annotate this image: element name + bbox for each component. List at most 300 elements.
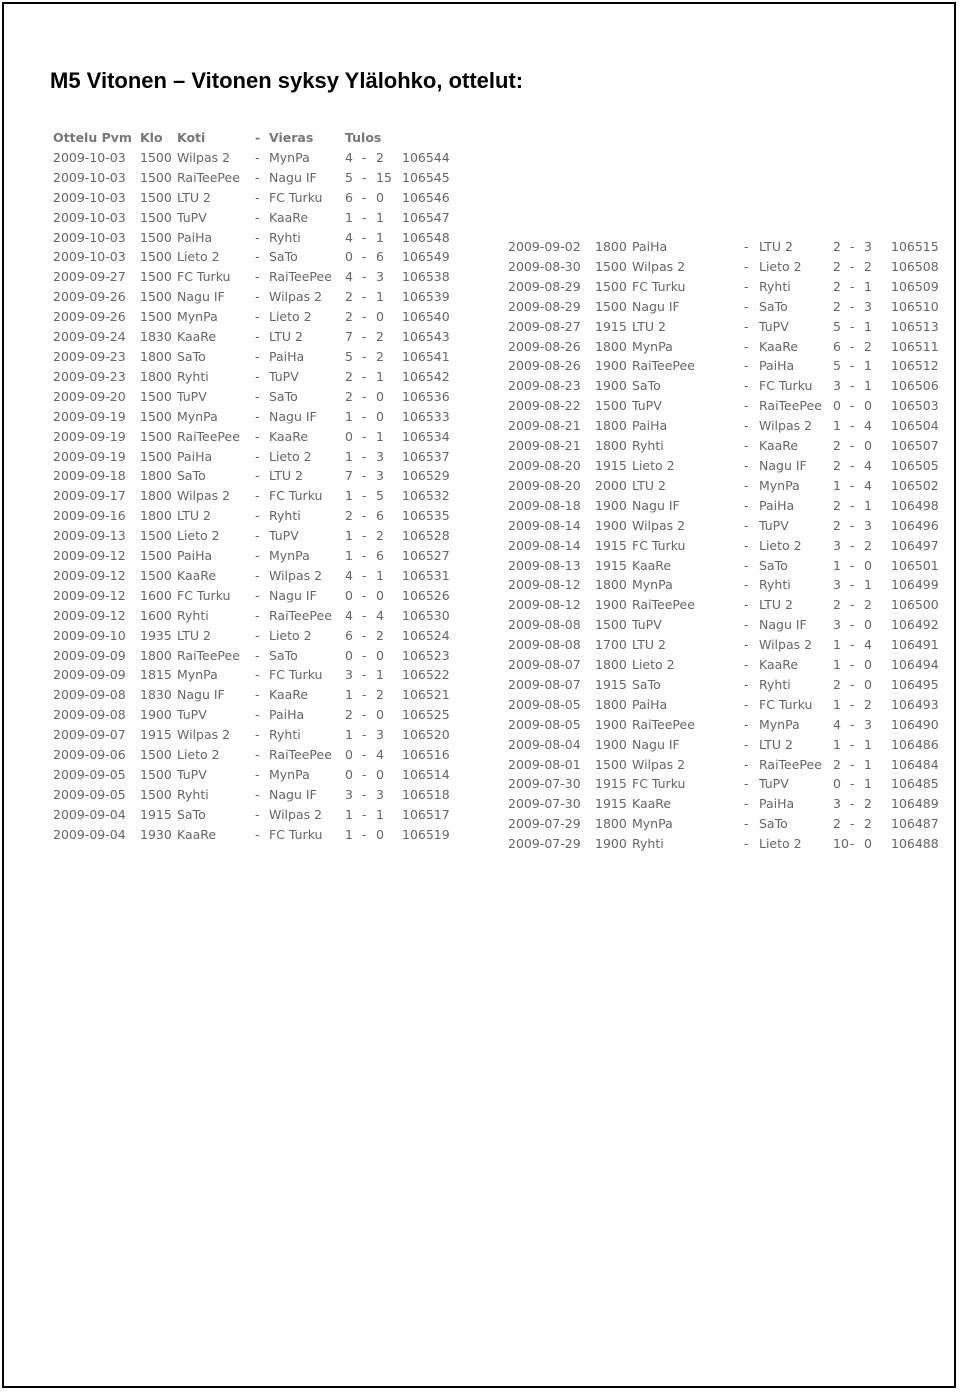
away-score: 2: [376, 149, 384, 165]
away-score: 0: [376, 309, 384, 325]
match-date: 2009-08-29: [508, 298, 581, 314]
away-score: 1: [864, 278, 872, 294]
match-date: 2009-10-03: [53, 149, 126, 165]
table-header-row: [53, 128, 452, 148]
table-row: [508, 496, 941, 516]
match-id: 106516: [402, 747, 450, 763]
home-team: MynPa: [177, 667, 218, 683]
score-separator: -: [362, 468, 367, 484]
team-separator: -: [744, 736, 749, 752]
away-score: 3: [864, 716, 872, 732]
match-date: 2009-09-02: [508, 239, 581, 254]
match-time: 1500: [595, 258, 627, 274]
matches-table-right: [508, 237, 941, 854]
home-team: MynPa: [632, 816, 673, 832]
match-id: 106525: [402, 707, 450, 723]
home-team: KaaRe: [177, 567, 217, 583]
home-score: 1: [833, 696, 841, 712]
home-team: Nagu IF: [632, 736, 680, 752]
away-score: 1: [864, 756, 872, 772]
match-date: 2009-08-20: [508, 477, 581, 493]
home-score: 3: [833, 617, 841, 633]
away-score: 1: [864, 736, 872, 752]
score-separator: -: [362, 528, 367, 544]
table-row: [508, 376, 941, 396]
home-team: Wilpas 2: [632, 517, 686, 533]
home-team: LTU 2: [632, 318, 666, 334]
score-separator: -: [850, 597, 855, 613]
away-team: Wilpas 2: [269, 289, 323, 305]
team-separator: -: [744, 497, 749, 513]
score-separator: -: [362, 249, 367, 265]
match-date: 2009-07-30: [508, 796, 581, 812]
home-team: SaTo: [177, 348, 206, 364]
home-score: 2: [833, 278, 841, 294]
score-separator: -: [850, 696, 855, 712]
match-time: 1900: [595, 358, 627, 374]
home-team: LTU 2: [632, 637, 666, 653]
home-team: KaaRe: [177, 329, 217, 345]
match-id: 106510: [891, 298, 939, 314]
home-score: 2: [345, 368, 353, 384]
match-date: 2009-08-12: [508, 597, 581, 613]
table-row: [53, 407, 452, 427]
away-score: 2: [376, 627, 384, 643]
match-time: 1915: [595, 537, 627, 553]
team-separator: -: [255, 567, 260, 583]
table-row: [53, 347, 452, 367]
team-separator: -: [744, 278, 749, 294]
table-row: [508, 755, 941, 775]
match-date: 2009-09-12: [53, 567, 126, 583]
home-team: SaTo: [632, 676, 661, 692]
match-date: 2009-08-21: [508, 438, 581, 454]
match-id: 106501: [891, 557, 939, 573]
match-id: 106499: [891, 577, 939, 593]
table-row: [53, 168, 452, 188]
match-id: 106485: [891, 776, 939, 792]
table-row: [53, 327, 452, 347]
table-row: [53, 267, 452, 287]
match-time: 1900: [595, 517, 627, 533]
match-id: 106518: [402, 786, 450, 802]
score-separator: -: [362, 667, 367, 683]
away-team: LTU 2: [759, 239, 793, 254]
match-date: 2009-09-04: [53, 826, 126, 842]
away-score: 0: [864, 557, 872, 573]
away-score: 2: [376, 528, 384, 544]
match-date: 2009-09-27: [53, 269, 126, 285]
away-team: TuPV: [759, 517, 789, 533]
away-score: 4: [376, 747, 384, 763]
match-id: 106545: [402, 169, 450, 185]
team-separator: -: [255, 786, 260, 802]
match-time: 1830: [140, 329, 172, 345]
match-id: 106493: [891, 696, 939, 712]
matches-table-left: [53, 128, 452, 845]
score-separator: -: [362, 567, 367, 583]
home-team: PaiHa: [177, 548, 213, 564]
score-separator: -: [362, 368, 367, 384]
table-row: [508, 237, 941, 257]
home-score: 1: [345, 209, 353, 225]
away-team: Nagu IF: [759, 617, 807, 633]
table-row: [508, 317, 941, 337]
score-separator: -: [850, 338, 855, 354]
home-team: Ryhti: [177, 786, 209, 802]
match-time: 1700: [595, 637, 627, 653]
away-team: Nagu IF: [759, 457, 807, 473]
away-team: SaTo: [759, 557, 788, 573]
away-team: RaiTeePee: [759, 398, 822, 414]
match-date: 2009-08-14: [508, 537, 581, 553]
home-score: 5: [345, 169, 353, 185]
match-time: 1915: [595, 776, 627, 792]
team-separator: -: [744, 557, 749, 573]
match-time: 1800: [595, 438, 627, 454]
home-score: 0: [345, 249, 353, 265]
away-team: PaiHa: [269, 348, 305, 364]
match-date: 2009-08-21: [508, 418, 581, 434]
away-team: TuPV: [269, 368, 299, 384]
matches-table-left-body: [53, 148, 452, 845]
away-team: KaaRe: [759, 657, 799, 673]
away-team: MynPa: [269, 548, 310, 564]
match-time: 1900: [595, 597, 627, 613]
home-team: RaiTeePee: [177, 428, 240, 444]
match-id: 106535: [402, 508, 450, 524]
team-separator: -: [255, 289, 260, 305]
match-date: 2009-10-03: [53, 189, 126, 205]
table-row: [53, 705, 452, 725]
home-team: MynPa: [632, 577, 673, 593]
home-score: 5: [345, 348, 353, 364]
match-id: 106490: [891, 716, 939, 732]
home-score: 3: [833, 378, 841, 394]
match-id: 106522: [402, 667, 450, 683]
team-separator: -: [744, 577, 749, 593]
match-date: 2009-09-19: [53, 408, 126, 424]
away-team: FC Turku: [759, 378, 813, 394]
match-date: 2009-09-17: [53, 488, 126, 504]
match-id: 106513: [891, 318, 939, 334]
home-team: Lieto 2: [177, 528, 220, 544]
team-separator: -: [744, 398, 749, 414]
score-separator: -: [362, 209, 367, 225]
match-time: 1915: [140, 806, 172, 822]
match-time: 1800: [140, 368, 172, 384]
table-row: [53, 566, 452, 586]
team-separator: -: [255, 508, 260, 524]
match-date: 2009-09-05: [53, 767, 126, 782]
match-id: 106540: [402, 309, 450, 325]
match-date: 2009-09-19: [53, 448, 126, 464]
away-score: 4: [864, 637, 872, 653]
away-team: Lieto 2: [269, 627, 312, 643]
team-separator: -: [744, 696, 749, 712]
away-team: MynPa: [269, 767, 310, 782]
match-time: 1935: [140, 627, 172, 643]
match-time: 1500: [140, 408, 172, 424]
away-team: Nagu IF: [269, 408, 317, 424]
team-separator: -: [255, 388, 260, 404]
table-row: [53, 506, 452, 526]
team-separator: -: [255, 368, 260, 384]
score-separator: -: [362, 329, 367, 345]
match-time: 1800: [140, 508, 172, 524]
match-id: 106528: [402, 528, 450, 544]
home-score: 3: [833, 577, 841, 593]
away-score: 0: [376, 587, 384, 603]
away-team: LTU 2: [269, 329, 303, 345]
team-separator: -: [255, 209, 260, 225]
table-row: [53, 546, 452, 566]
table-row: [53, 188, 452, 208]
away-score: 4: [864, 418, 872, 434]
away-team: Wilpas 2: [759, 418, 813, 434]
away-team: KaaRe: [269, 428, 309, 444]
home-score: 4: [345, 269, 353, 285]
team-separator: -: [255, 329, 260, 345]
match-id: 106542: [402, 368, 450, 384]
match-time: 1800: [595, 657, 627, 673]
home-team: Wilpas 2: [632, 756, 686, 772]
match-id: 106507: [891, 438, 939, 454]
away-score: 2: [864, 696, 872, 712]
score-separator: -: [362, 806, 367, 822]
match-time: 1800: [140, 488, 172, 504]
match-id: 106533: [402, 408, 450, 424]
match-date: 2009-09-09: [53, 647, 126, 663]
away-score: 0: [864, 676, 872, 692]
score-separator: -: [362, 727, 367, 743]
home-team: PaiHa: [632, 418, 668, 434]
table-row: [508, 277, 941, 297]
away-score: 2: [376, 348, 384, 364]
team-separator: -: [744, 537, 749, 553]
home-score: 2: [833, 258, 841, 274]
match-time: 1915: [595, 318, 627, 334]
home-score: 0: [345, 767, 353, 782]
home-team: Lieto 2: [177, 249, 220, 265]
match-id: 106534: [402, 428, 450, 444]
header-vieras: Vieras: [269, 130, 314, 145]
home-team: KaaRe: [177, 826, 217, 842]
home-team: Wilpas 2: [177, 149, 231, 165]
table-row: [53, 486, 452, 506]
match-id: 106523: [402, 647, 450, 663]
match-date: 2009-09-26: [53, 289, 126, 305]
away-team: MynPa: [269, 149, 310, 165]
match-date: 2009-10-03: [53, 169, 126, 185]
home-team: TuPV: [177, 767, 207, 782]
score-separator: -: [362, 309, 367, 325]
match-id: 106500: [891, 597, 939, 613]
team-separator: -: [744, 239, 749, 254]
score-separator: -: [362, 229, 367, 245]
home-team: Ryhti: [177, 607, 209, 623]
header-ottelu: Ottelu: [53, 130, 98, 145]
match-time: 1600: [140, 607, 172, 623]
away-score: 15: [376, 169, 392, 185]
match-id: 106495: [891, 676, 939, 692]
match-time: 1915: [595, 676, 627, 692]
away-score: 0: [376, 189, 384, 205]
match-date: 2009-09-09: [53, 667, 126, 683]
match-time: 1900: [595, 497, 627, 513]
match-id: 106488: [891, 836, 939, 852]
table-row: [53, 626, 452, 646]
table-row: [508, 516, 941, 536]
away-team: Lieto 2: [759, 258, 802, 274]
team-separator: -: [255, 747, 260, 763]
away-team: KaaRe: [269, 687, 309, 703]
team-separator: -: [255, 667, 260, 683]
home-team: Ryhti: [632, 836, 664, 852]
matches-table-right-body: [508, 237, 941, 854]
away-team: PaiHa: [269, 707, 305, 723]
away-score: 1: [376, 428, 384, 444]
match-date: 2009-08-01: [508, 756, 581, 772]
score-separator: -: [362, 747, 367, 763]
home-team: Nagu IF: [632, 497, 680, 513]
header-ottelu-pvm: [53, 128, 140, 148]
match-time: 1900: [140, 707, 172, 723]
table-row: [53, 825, 452, 845]
home-team: Nagu IF: [177, 289, 225, 305]
team-separator: -: [744, 318, 749, 334]
home-team: SaTo: [632, 378, 661, 394]
away-score: 0: [376, 388, 384, 404]
score-separator: -: [362, 348, 367, 364]
table-row: [508, 615, 941, 635]
away-team: RaiTeePee: [269, 747, 332, 763]
match-id: 106494: [891, 657, 939, 673]
match-time: 1500: [595, 278, 627, 294]
header-id: [402, 128, 452, 148]
team-separator: -: [744, 796, 749, 812]
home-score: 5: [833, 318, 841, 334]
match-id: 106486: [891, 736, 939, 752]
match-date: 2009-08-08: [508, 617, 581, 633]
away-team: Ryhti: [759, 577, 791, 593]
match-id: 106530: [402, 607, 450, 623]
away-team: Lieto 2: [269, 448, 312, 464]
match-id: 106529: [402, 468, 450, 484]
home-score: 4: [345, 149, 353, 165]
away-team: SaTo: [759, 298, 788, 314]
home-team: FC Turku: [632, 537, 686, 553]
team-separator: -: [255, 826, 260, 842]
score-separator: -: [850, 477, 855, 493]
match-time: 1800: [140, 348, 172, 364]
team-separator: -: [255, 269, 260, 285]
home-team: FC Turku: [177, 587, 231, 603]
table-row: [508, 356, 941, 376]
away-score: 3: [864, 517, 872, 533]
away-team: SaTo: [269, 388, 298, 404]
home-score: 4: [345, 229, 353, 245]
team-separator: -: [744, 657, 749, 673]
match-id: 106541: [402, 348, 450, 364]
team-separator: -: [255, 468, 260, 484]
score-separator: -: [362, 428, 367, 444]
table-row: [53, 307, 452, 327]
match-time: 1500: [140, 528, 172, 544]
away-team: KaaRe: [759, 338, 799, 354]
match-id: 106484: [891, 756, 939, 772]
team-separator: -: [744, 676, 749, 692]
match-id: 106514: [402, 767, 450, 782]
away-score: 3: [376, 786, 384, 802]
match-time: 1800: [595, 338, 627, 354]
score-separator: -: [362, 826, 367, 842]
home-score: 2: [833, 517, 841, 533]
match-id: 106547: [402, 209, 450, 225]
match-time: 1915: [140, 727, 172, 743]
away-team: LTU 2: [759, 736, 793, 752]
away-team: Ryhti: [269, 508, 301, 524]
away-team: Nagu IF: [269, 169, 317, 185]
score-separator: -: [850, 358, 855, 374]
match-time: 1500: [595, 756, 627, 772]
home-score: 2: [833, 756, 841, 772]
away-team: Ryhti: [759, 278, 791, 294]
home-team: SaTo: [177, 806, 206, 822]
match-time: 1500: [140, 548, 172, 564]
away-team: Wilpas 2: [269, 567, 323, 583]
team-separator: -: [255, 169, 260, 185]
home-team: LTU 2: [632, 477, 666, 493]
team-separator: -: [255, 348, 260, 364]
match-date: 2009-09-16: [53, 508, 126, 524]
table-row: [508, 337, 941, 357]
away-score: 0: [864, 836, 872, 852]
table-row: [53, 805, 452, 825]
home-team: SaTo: [177, 468, 206, 484]
score-separator: -: [362, 607, 367, 623]
match-id: 106504: [891, 418, 939, 434]
away-team: Lieto 2: [759, 836, 802, 852]
team-separator: -: [255, 806, 260, 822]
away-team: PaiHa: [759, 497, 795, 513]
team-separator: -: [744, 597, 749, 613]
home-team: Lieto 2: [632, 657, 675, 673]
away-team: FC Turku: [269, 667, 323, 683]
match-date: 2009-09-26: [53, 309, 126, 325]
away-score: 3: [376, 727, 384, 743]
score-separator: -: [850, 378, 855, 394]
score-separator: -: [850, 776, 855, 792]
home-score: 1: [345, 727, 353, 743]
table-row: [53, 427, 452, 447]
away-team: KaaRe: [269, 209, 309, 225]
home-score: 2: [833, 597, 841, 613]
away-score: 2: [864, 796, 872, 812]
away-score: 6: [376, 508, 384, 524]
away-score: 4: [864, 457, 872, 473]
match-time: 1500: [140, 169, 172, 185]
home-score: 4: [833, 716, 841, 732]
match-date: 2009-09-12: [53, 587, 126, 603]
away-score: 1: [376, 209, 384, 225]
away-team: Lieto 2: [759, 537, 802, 553]
home-score: 2: [345, 388, 353, 404]
team-separator: -: [255, 229, 260, 245]
home-score: 2: [833, 438, 841, 454]
away-team: SaTo: [759, 816, 788, 832]
away-team: TuPV: [269, 528, 299, 544]
